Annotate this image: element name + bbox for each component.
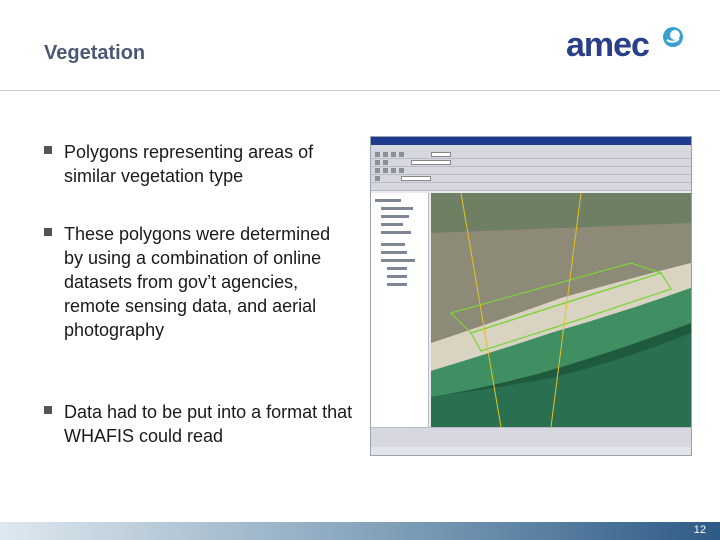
app-toolbar [371,159,691,167]
slide-footer [0,522,720,540]
logo-globe-icon [662,26,684,48]
table-of-contents [371,193,429,427]
app-toolbar [371,183,691,191]
header-divider [0,90,720,91]
draw-toolbar [371,437,691,447]
app-toolbar [371,175,691,183]
bullet-text: Data had to be put into a format that WHAFIS could read [64,402,353,446]
gis-screenshot [370,136,692,456]
slide-title: Vegetation [44,42,146,64]
bullet-text: Polygons representing areas of similar vegetation type [64,142,314,186]
page-number: 12 [693,524,706,536]
map-statusbar [371,427,691,437]
status-line [371,447,691,456]
bullet-square-icon [44,406,52,414]
app-toolbar [371,167,691,175]
app-toolbar [371,151,691,159]
amec-logo [566,24,690,68]
bullet-square-icon [44,228,52,236]
bullet-item [44,140,354,188]
bullet-text: These polygons were determined by using a combination of online datasets from gov’t agencies, remote sensing data, and aerial photography [64,224,331,340]
logo-text: amec [566,26,649,64]
bullet-item [44,400,354,448]
aerial-map [431,193,691,427]
app-titlebar [371,137,691,145]
bullet-square-icon [44,146,52,154]
bullet-item [44,222,354,342]
